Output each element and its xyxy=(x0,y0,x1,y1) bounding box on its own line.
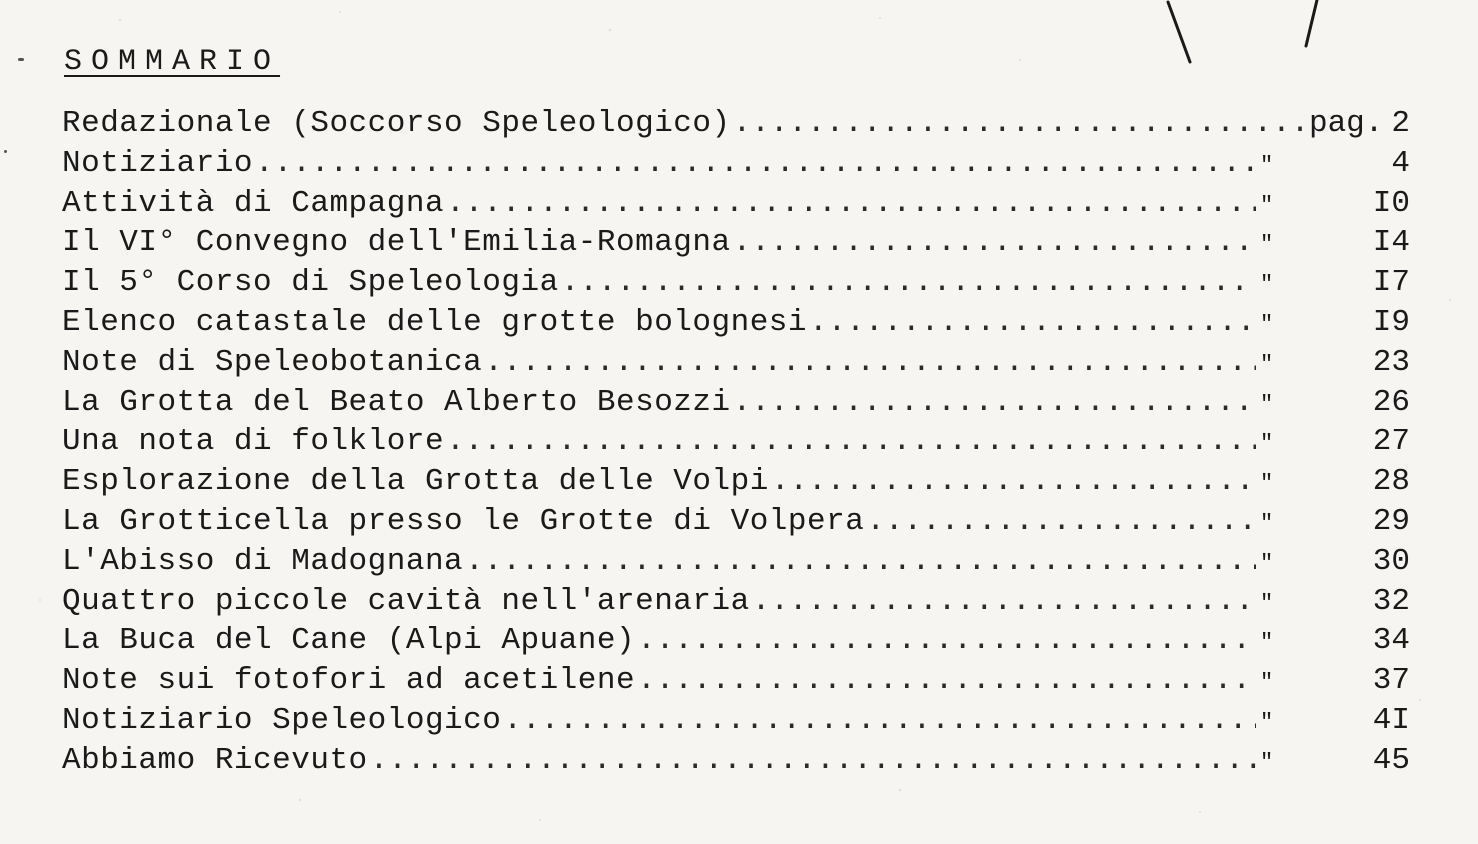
toc-entry-title: La Grotticella presso le Grotte di Volpera xyxy=(62,503,865,539)
toc-entry-title: Il 5° Corso di Speleologia xyxy=(62,265,559,301)
toc-entry xyxy=(62,582,1410,622)
toc-entry-title: L'Abisso di Madognana xyxy=(62,543,464,579)
toc-entry xyxy=(62,741,1410,781)
ditto-mark: " xyxy=(1260,431,1274,457)
toc-entry-title: La Grotta del Beato Alberto Besozzi xyxy=(62,384,731,420)
toc-page-number: 4I xyxy=(1372,702,1410,738)
table-of-contents xyxy=(62,104,1410,781)
ditto-mark: " xyxy=(1260,630,1274,656)
ditto-mark: " xyxy=(1260,749,1274,775)
toc-entry-title: Attività di Campagna xyxy=(62,185,445,221)
dot-leader xyxy=(733,383,1256,423)
dot-leader xyxy=(866,502,1256,542)
toc-entry xyxy=(62,462,1410,502)
toc-page-number: 28 xyxy=(1372,464,1410,500)
dot-leader xyxy=(752,582,1256,622)
toc-entry xyxy=(62,383,1410,423)
toc-page-number: 29 xyxy=(1372,503,1410,539)
ditto-mark: " xyxy=(1260,510,1274,536)
toc-entry xyxy=(62,542,1410,582)
toc-entry xyxy=(62,343,1410,383)
toc-entry xyxy=(62,621,1410,661)
toc-page-number: 2 xyxy=(1391,106,1410,141)
dot-leader xyxy=(561,263,1256,303)
toc-entry xyxy=(62,223,1410,263)
dot-leader xyxy=(809,303,1256,343)
dot-leader xyxy=(733,223,1256,263)
toc-page-number: 45 xyxy=(1372,742,1410,778)
toc-page-number: 32 xyxy=(1372,583,1410,619)
toc-page-number: 23 xyxy=(1372,344,1410,380)
ditto-mark: " xyxy=(1260,192,1274,218)
toc-entry xyxy=(62,701,1410,741)
ditto-mark: " xyxy=(1260,471,1274,497)
ditto-mark: " xyxy=(1260,391,1274,417)
ditto-mark: " xyxy=(1260,152,1274,178)
toc-entry xyxy=(62,104,1410,144)
margin-mark xyxy=(18,58,24,61)
toc-entry xyxy=(62,661,1410,701)
toc-entry xyxy=(62,303,1410,343)
toc-entry-title: Redazionale (Soccorso Speleologico) xyxy=(62,106,731,141)
ditto-mark: " xyxy=(1260,709,1274,735)
dot-leader xyxy=(446,184,1256,224)
toc-entry-title: Notiziario Speleologico xyxy=(62,702,502,738)
toc-entry-title: Quattro piccole cavità nell'arenaria xyxy=(62,583,750,619)
toc-entry-title: Note di Speleobotanica xyxy=(62,344,483,380)
toc-entry-title: Una nota di folklore xyxy=(62,424,445,460)
toc-page-number: I9 xyxy=(1372,304,1410,340)
pen-marks xyxy=(1160,0,1330,70)
ditto-mark: " xyxy=(1260,232,1274,258)
page-prefix: pag. xyxy=(1308,106,1384,141)
toc-page-number: 37 xyxy=(1372,663,1410,699)
toc-page-number: I0 xyxy=(1372,185,1410,221)
dot-leader xyxy=(771,462,1256,502)
toc-page-number: 34 xyxy=(1372,623,1410,659)
dot-leader xyxy=(465,542,1256,582)
toc-entry-title: Notiziario xyxy=(62,145,254,181)
margin-mark xyxy=(4,150,7,153)
toc-page-number: 30 xyxy=(1372,543,1410,579)
toc-entry xyxy=(62,184,1410,224)
toc-entry xyxy=(62,263,1410,303)
dot-leader xyxy=(637,661,1256,701)
toc-page-number: 4 xyxy=(1391,145,1410,181)
toc-entry-title: Esplorazione della Grotta delle Volpi xyxy=(62,464,769,500)
dot-leader xyxy=(255,144,1256,184)
dot-leader xyxy=(733,104,1309,144)
toc-entry xyxy=(62,144,1410,184)
ditto-mark: " xyxy=(1260,550,1274,576)
dot-leader xyxy=(370,741,1256,781)
ditto-mark: " xyxy=(1260,272,1274,298)
toc-entry-title: Il VI° Convegno dell'Emilia-Romagna xyxy=(62,225,731,261)
toc-entry-title: Note sui fotofori ad acetilene xyxy=(62,663,636,699)
toc-page-number: 26 xyxy=(1372,384,1410,420)
dot-leader xyxy=(484,343,1256,383)
toc-entry-title: Abbiamo Ricevuto xyxy=(62,742,368,778)
toc-entry-title: Elenco catastale delle grotte bolognesi xyxy=(62,304,808,340)
ditto-mark: " xyxy=(1260,670,1274,696)
ditto-mark: " xyxy=(1260,590,1274,616)
toc-page-number: I7 xyxy=(1372,265,1410,301)
toc-page-number: 27 xyxy=(1372,424,1410,460)
dot-leader xyxy=(637,621,1256,661)
toc-page-number: I4 xyxy=(1372,225,1410,261)
ditto-mark: " xyxy=(1260,351,1274,377)
dot-leader xyxy=(446,422,1256,462)
toc-entry-title: La Buca del Cane (Alpi Apuane) xyxy=(62,623,636,659)
ditto-mark: " xyxy=(1260,311,1274,337)
page-title: SOMMARIO xyxy=(64,45,281,79)
toc-entry xyxy=(62,422,1410,462)
dot-leader xyxy=(503,701,1256,741)
toc-entry xyxy=(62,502,1410,542)
